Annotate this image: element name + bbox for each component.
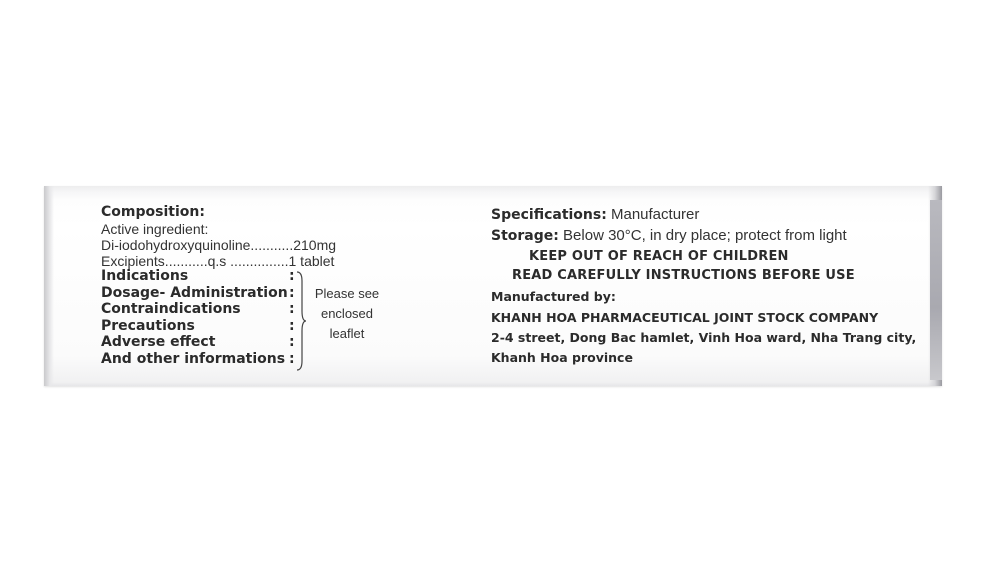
info-colon: : xyxy=(289,334,295,350)
storage-value: Below 30°C, in dry place; protect from light xyxy=(558,227,847,244)
leaflet-note-line: leaflet xyxy=(329,326,365,341)
excipients-line: Excipients...........q.s ...............1 tablet xyxy=(101,253,335,269)
info-colon: : xyxy=(289,301,295,317)
active-ingredient-label: Active ingredient: xyxy=(101,221,209,237)
leaflet-note-line: Please see xyxy=(314,286,380,301)
specifications-row xyxy=(491,206,699,223)
info-colon: : xyxy=(289,351,295,367)
info-colon: : xyxy=(289,318,295,334)
info-item-contraindications: Contraindications xyxy=(101,301,241,317)
warning-children: KEEP OUT OF REACH OF CHILDREN xyxy=(529,249,789,264)
warning-read-instructions: READ CAREFULLY INSTRUCTIONS BEFORE USE xyxy=(512,268,855,283)
leaflet-note-line: enclosed xyxy=(320,306,374,321)
info-item-indications: Indications xyxy=(101,268,189,284)
info-item-adverse-effect: Adverse effect xyxy=(101,334,216,350)
info-item-dosage: Dosage- Administration xyxy=(101,285,288,301)
specifications-value: Manufacturer xyxy=(606,206,700,223)
manufacturer-address-2: Khanh Hoa province xyxy=(491,350,633,365)
box-left-edge xyxy=(44,186,54,386)
info-item-precautions: Precautions xyxy=(101,318,195,334)
info-colon: : xyxy=(289,285,295,301)
info-colon: : xyxy=(289,268,295,284)
storage-row xyxy=(491,227,847,244)
manufacturer-name: KHANH HOA PHARMACEUTICAL JOINT STOCK COMPANY xyxy=(491,310,879,325)
leaflet-note xyxy=(307,284,387,344)
storage-label: Storage: xyxy=(491,228,559,244)
specifications-label: Specifications: xyxy=(491,207,607,223)
active-ingredient-line: Di-iodohydroxyquinoline...........210mg xyxy=(101,237,337,253)
manufactured-by-label: Manufactured by: xyxy=(491,289,616,304)
manufacturer-address-1: 2-4 street, Dong Bac hamlet, Vinh Hoa ward, Nha Trang city, xyxy=(491,330,917,345)
info-item-other-informations: And other informations xyxy=(101,351,286,367)
composition-title: Composition: xyxy=(101,204,205,220)
curly-brace-icon xyxy=(296,271,306,371)
box-right-flap xyxy=(930,200,942,380)
